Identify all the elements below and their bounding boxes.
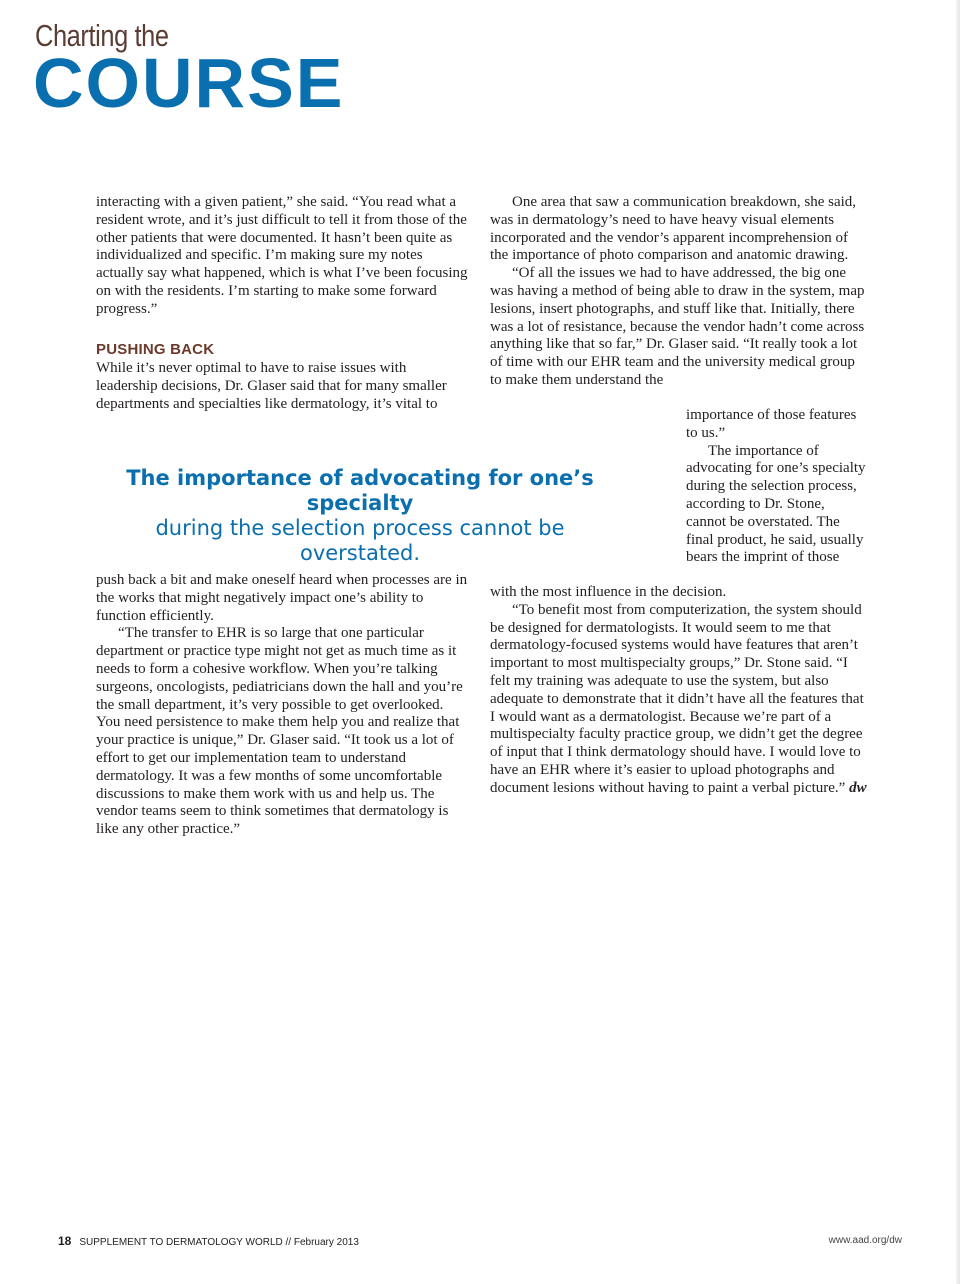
section-title: COURSE bbox=[33, 44, 345, 122]
communication-breakdown-paragraph: One area that saw a communication breakdown, she said, was in dermatology’s need to have heavy visual elements incorporated and the vendor’s apparent incomprehension of the importance of photo comparison and anatomic drawing. bbox=[490, 194, 857, 264]
left-column-top bbox=[96, 194, 468, 414]
left-column-bottom bbox=[96, 572, 468, 839]
pull-quote-line-1: The importance of advocating for one’s specialty bbox=[126, 466, 594, 515]
stone-quote-text: “To benefit most from computerization, the system should be designed for dermatologists. It would seem to me that dermatology-focused systems would have features that aren’t important to most multispecialty groups,” Dr. Stone said. “I felt my training was adequate to use the system, but also adequate to demonstrate that it didn’t have all the features that I would want as a dermatologist. Because we’re part of a multispecialty faculty practice group, we didn’t get the degree of input that I think dermatology should have. I would love to have an EHR where it’s easier to upload photographs and document lesions without having to paint a verbal picture.” bbox=[490, 601, 864, 796]
pull-quote bbox=[100, 466, 620, 566]
subhead-pushing-back: PUSHING BACK bbox=[96, 340, 215, 358]
stone-quote-paragraph bbox=[490, 602, 868, 798]
footer-folio bbox=[58, 1234, 359, 1248]
page-number: 18 bbox=[58, 1234, 72, 1248]
publication-name: SUPPLEMENT TO DERMATOLOGY WORLD // February 2013 bbox=[79, 1237, 359, 1248]
issues-addressed-paragraph: “Of all the issues we had to have addressed, the big one was having a method of being able to draw in the system, map lesions, insert photographs, and stuff like that. Initially, there was a lot of resistance, because the vendor hadn’t come across anything like that so far,” Dr. Glaser said. “It really took a lot of time with our EHR team and the university medical group to make them understand the bbox=[490, 265, 865, 388]
issues-addressed-continued: importance of those features to us.” bbox=[686, 407, 857, 441]
right-column-bottom bbox=[490, 584, 868, 798]
page-edge-shadow bbox=[956, 0, 960, 1284]
intro-paragraph: interacting with a given patient,” she said. “You read what a resident wrote, and it’s just difficult to tell it from those of the other patients that were documented. It hasn’t been quite as individualized and specific. I’m making sure my notes actually say what happened, which is what I’ve been focusing on with the residents. I’m starting to make some forward progress.” bbox=[96, 194, 468, 317]
advocacy-paragraph: The importance of advocating for one’s specialty during the selection process, according to Dr. Stone, cannot be overstated. The final product, he said, usually bears the imprint of those bbox=[686, 442, 866, 566]
advocacy-continued: with the most influence in the decision. bbox=[490, 584, 727, 600]
dw-signoff: dw bbox=[849, 779, 867, 796]
right-column-top bbox=[490, 194, 865, 390]
right-column-wrap bbox=[686, 407, 866, 567]
footer-url: www.aad.org/dw bbox=[828, 1235, 902, 1246]
pull-quote-line-2: during the selection process cannot be overstated. bbox=[155, 516, 565, 565]
pushing-back-continued: push back a bit and make oneself heard when processes are in the works that might negatively impact one’s ability to function efficiently. bbox=[96, 572, 468, 624]
glaser-quote-paragraph: “The transfer to EHR is so large that one particular department or practice type might not get as much time as it needs to form a cohesive workflow. When you’re talking surgeons, oncologists, pediatricians down the hall and you’re the small department, it’s very possible to get overlooked. You need persistence to make them help you and realize that your practice is unique,” Dr. Glaser said. “It took us a lot of effort to get our implementation team to understand dermatology. It was a few months of some uncomfortable discussions to make them work with us and help us. The vendor teams seem to think sometimes that dermatology is like any other practice.” bbox=[96, 625, 463, 838]
section-kicker: Charting the bbox=[35, 18, 169, 53]
pushing-back-paragraph: While it’s never optimal to have to raise issues with leadership decisions, Dr. Glaser said that for many smaller departments and specialties like dermatology, it’s vital to bbox=[96, 360, 447, 412]
